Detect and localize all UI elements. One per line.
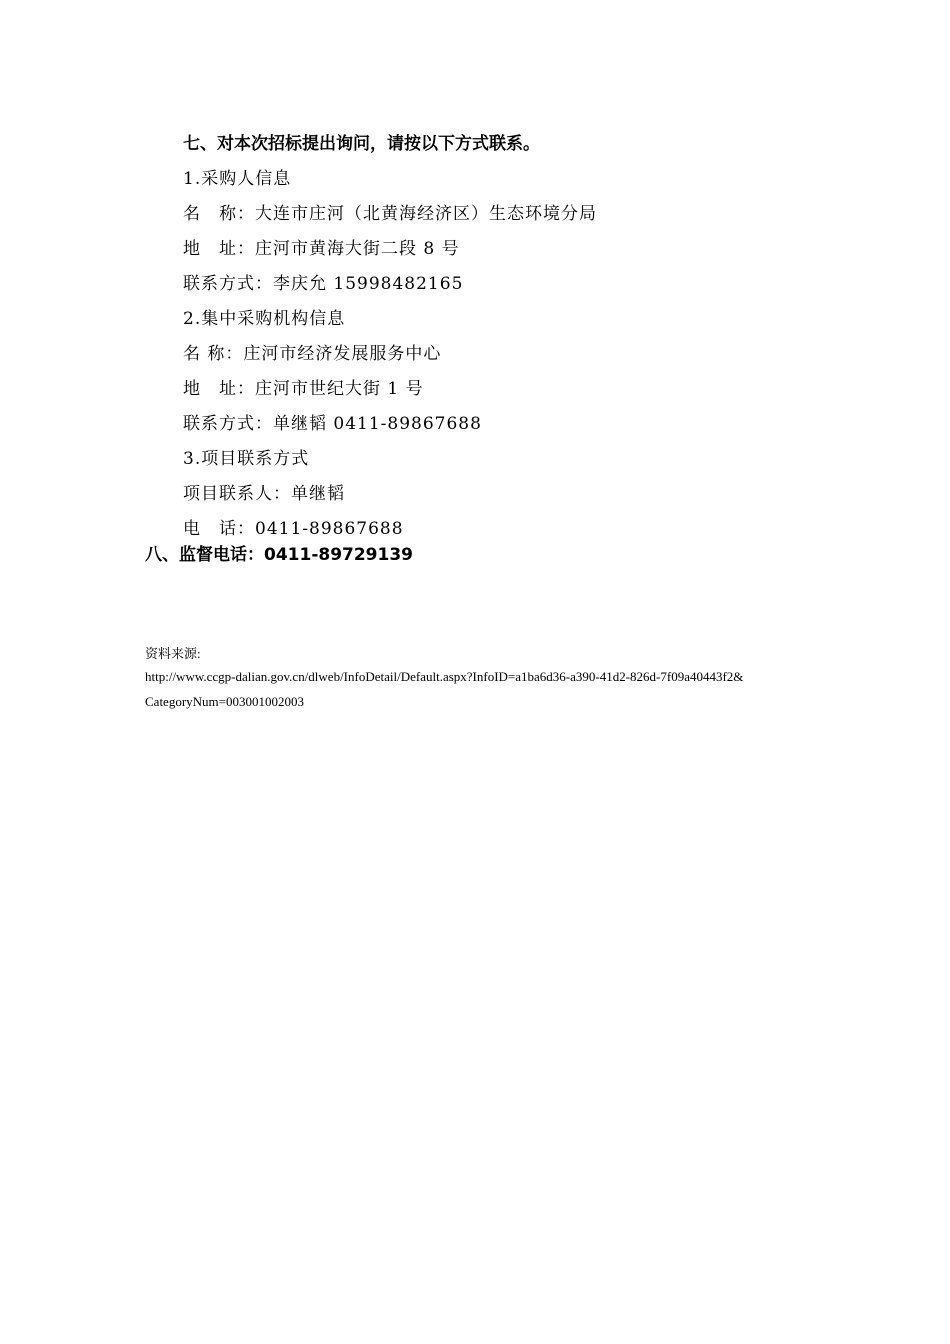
agency-address: 地 址：庄河市世纪大街 1 号 xyxy=(183,379,424,399)
project-contact-person: 项目联系人：单继韬 xyxy=(183,484,345,504)
source-url-line-2: CategoryNum=003001002003 xyxy=(145,694,304,709)
purchaser-contact: 联系方式：李庆允 15998482165 xyxy=(183,274,464,294)
purchaser-address: 地 址：庄河市黄海大街二段 8 号 xyxy=(183,239,460,259)
section-8-heading: 八、监督电话：0411-89729139 xyxy=(145,545,413,565)
agency-name: 名 称：庄河市经济发展服务中心 xyxy=(183,344,442,364)
agency-info-title: 2.集中采购机构信息 xyxy=(183,309,346,329)
source-url-line-1: http://www.ccgp-dalian.gov.cn/dlweb/InfoDetail/Default.aspx?InfoID=a1ba6d36-a390-41d2-826d-7f09a40443f2& xyxy=(145,669,744,684)
purchaser-info-title: 1.采购人信息 xyxy=(183,169,292,189)
agency-contact: 联系方式：单继韬 0411-89867688 xyxy=(183,414,482,434)
project-phone: 电 话：0411-89867688 xyxy=(183,519,404,539)
purchaser-name: 名 称：大连市庄河（北黄海经济区）生态环境分局 xyxy=(183,204,597,224)
source-label: 资料来源: xyxy=(145,646,201,661)
section-7-heading: 七、对本次招标提出询问，请按以下方式联系。 xyxy=(183,134,540,154)
project-contact-title: 3.项目联系方式 xyxy=(183,449,310,469)
